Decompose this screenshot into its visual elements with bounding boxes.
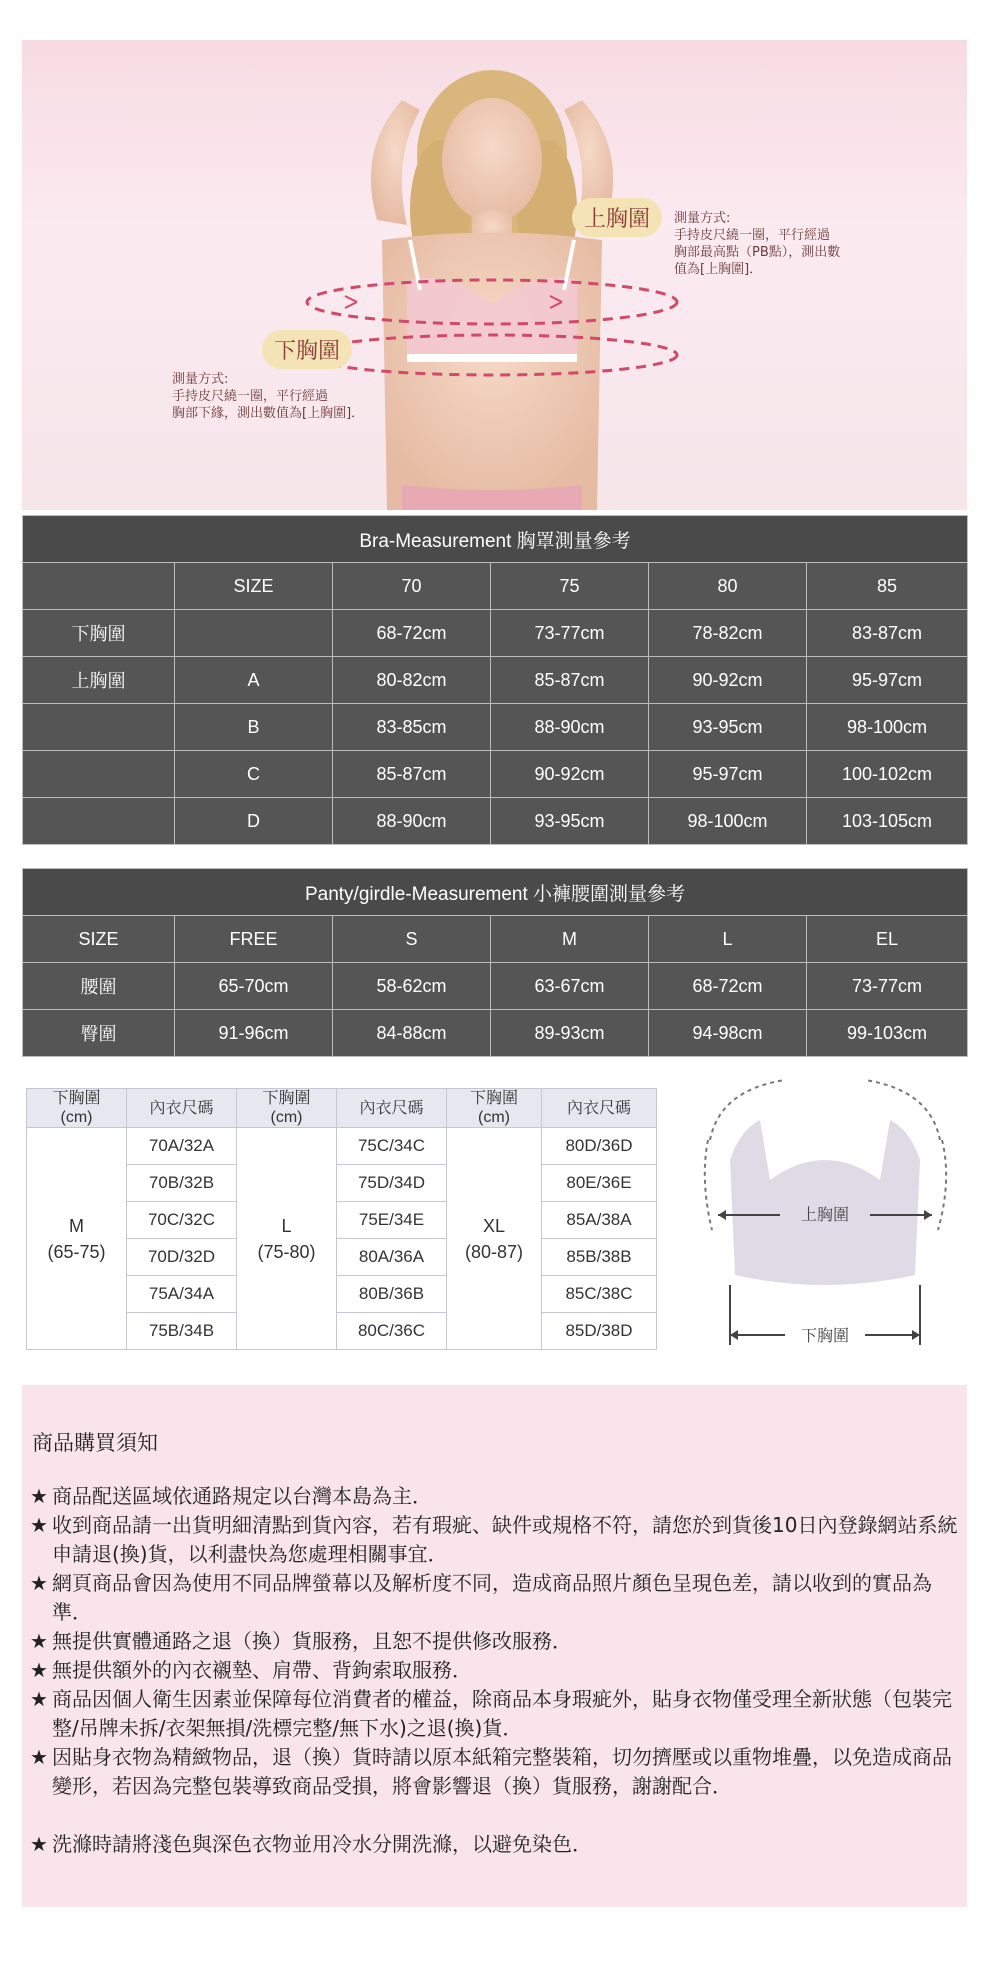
table-cell: B xyxy=(175,704,333,751)
size-cell: 75B/34B xyxy=(127,1313,237,1350)
size-cell: 85D/38D xyxy=(542,1313,657,1350)
panty-table-title: Panty/girdle-Measurement 小褲腰圍測量參考 xyxy=(23,869,968,916)
table-cell: 94-98cm xyxy=(649,1010,807,1057)
header-cell: 下胸圍 (cm) xyxy=(27,1089,127,1128)
size-cell: 85A/38A xyxy=(542,1202,657,1239)
size-cell: 80D/36D xyxy=(542,1128,657,1165)
header-cell: 下胸圍 (cm) xyxy=(447,1089,542,1128)
table-cell: 80-82cm xyxy=(333,657,491,704)
size-cell: 80E/36E xyxy=(542,1165,657,1202)
notice-item: ★ 收到商品請一出貨明細清點到貨內容，若有瑕疵、缺件或規格不符，請您於到貨後10日內登錄網站系統申請退(換)貨，以利盡快為您處理相關事宜． xyxy=(30,1513,958,1566)
size-chart-header xyxy=(27,1089,657,1128)
under-bust-label: 下胸圍 xyxy=(262,330,352,369)
header-cell: 內衣尺碼 xyxy=(542,1089,657,1128)
table-cell: 上胸圍 xyxy=(23,657,175,704)
table-cell: 63-67cm xyxy=(491,963,649,1010)
upper-bust-label: 上胸圍 xyxy=(572,198,662,237)
table-cell: 99-103cm xyxy=(807,1010,968,1057)
purchase-notice xyxy=(22,1385,967,1907)
notice-item: ★ 網頁商品會因為使用不同品牌螢幕以及解析度不同，造成商品照片顏色呈現色差，請以收到的實品為準． xyxy=(30,1571,932,1624)
header-cell: 下胸圍 (cm) xyxy=(237,1089,337,1128)
header-cell: FREE xyxy=(175,916,333,963)
table-cell: 95-97cm xyxy=(649,751,807,798)
table-cell: 88-90cm xyxy=(491,704,649,751)
table-cell: 100-102cm xyxy=(807,751,968,798)
table-cell: 95-97cm xyxy=(807,657,968,704)
table-cell: D xyxy=(175,798,333,845)
table-cell: 89-93cm xyxy=(491,1010,649,1057)
bra-diagram xyxy=(690,1070,960,1360)
size-cell: 70A/32A xyxy=(127,1128,237,1165)
bra-table-title: Bra-Measurement 胸罩測量參考 xyxy=(23,516,968,563)
group-cell-m: M (65-75) xyxy=(27,1128,127,1350)
table-row xyxy=(23,1010,968,1057)
header-cell: 內衣尺碼 xyxy=(127,1089,237,1128)
header-cell: SIZE xyxy=(23,916,175,963)
table-cell: 65-70cm xyxy=(175,963,333,1010)
table-cell xyxy=(175,610,333,657)
table-row xyxy=(23,704,968,751)
header-cell: SIZE xyxy=(175,563,333,610)
size-cell: 75C/34C xyxy=(337,1128,447,1165)
panty-measurement-table xyxy=(22,868,968,1057)
table-cell: 73-77cm xyxy=(807,963,968,1010)
table-cell: 91-96cm xyxy=(175,1010,333,1057)
table-cell: 73-77cm xyxy=(491,610,649,657)
upper-bust-note: 測量方式: 手持皮尺繞一圈，平行經過 胸部最高點（PB點），測出數 值為[上胸圍]． xyxy=(674,211,841,277)
table-cell: 腰圍 xyxy=(23,963,175,1010)
table-cell: 下胸圍 xyxy=(23,610,175,657)
table-cell: 85-87cm xyxy=(491,657,649,704)
header-cell: M xyxy=(491,916,649,963)
notice-item: ★ 商品因個人衛生因素並保障每位消費者的權益，除商品本身瑕疵外，貼身衣物僅受理全新狀態（包裝完整/吊牌未拆/衣架無損/洗標完整/無下水)之退(換)貨． xyxy=(30,1687,952,1740)
table-row xyxy=(23,963,968,1010)
header-cell: 75 xyxy=(491,563,649,610)
diagram-upper-label: 上胸圍 xyxy=(800,1205,850,1224)
table-cell xyxy=(23,751,175,798)
table-cell: 83-85cm xyxy=(333,704,491,751)
size-cell: 85B/38B xyxy=(542,1239,657,1276)
header-cell: L xyxy=(649,916,807,963)
size-cell: 85C/38C xyxy=(542,1276,657,1313)
table-row xyxy=(23,657,968,704)
table-cell: 98-100cm xyxy=(649,798,807,845)
size-cell: 70C/32C xyxy=(127,1202,237,1239)
notice-title: 商品購買須知 xyxy=(32,1431,158,1455)
table-row xyxy=(23,610,968,657)
size-cell: 75A/34A xyxy=(127,1276,237,1313)
group-cell-xl: XL (80-87) xyxy=(447,1128,542,1350)
header-cell: 80 xyxy=(649,563,807,610)
table-cell: 85-87cm xyxy=(333,751,491,798)
table-row xyxy=(23,798,968,845)
header-cell: 85 xyxy=(807,563,968,610)
table-cell: 78-82cm xyxy=(649,610,807,657)
table-cell: 68-72cm xyxy=(649,963,807,1010)
table-cell: 103-105cm xyxy=(807,798,968,845)
table-cell: 58-62cm xyxy=(333,963,491,1010)
table-cell: 93-95cm xyxy=(491,798,649,845)
size-cell: 80A/36A xyxy=(337,1239,447,1276)
size-cell: 80B/36B xyxy=(337,1276,447,1313)
header-cell xyxy=(23,563,175,610)
notice-list xyxy=(30,1482,960,1859)
table-header-row xyxy=(23,563,968,610)
table-cell: 68-72cm xyxy=(333,610,491,657)
header-cell: S xyxy=(333,916,491,963)
table-row xyxy=(23,751,968,798)
table-header-row xyxy=(23,916,968,963)
notice-item: ★ 無提供實體通路之退（換）貨服務，且恕不提供修改服務． xyxy=(30,1629,572,1653)
table-cell: C xyxy=(175,751,333,798)
table-cell: 臀圍 xyxy=(23,1010,175,1057)
table-cell: 83-87cm xyxy=(807,610,968,657)
notice-item: ★ 因貼身衣物為精緻物品，退（換）貨時請以原本紙箱完整裝箱，切勿擠壓或以重物堆疊，以免造成商品變形，若因為完整包裝導致商品受損，將會影響退（換）貨服務，謝謝配合． xyxy=(30,1745,952,1798)
notice-item: ★ 商品配送區域依通路規定以台灣本島為主． xyxy=(30,1484,432,1508)
header-cell: EL xyxy=(807,916,968,963)
hero-measurement-image xyxy=(22,40,967,510)
size-cell: 75E/34E xyxy=(337,1202,447,1239)
size-cell: 75D/34D xyxy=(337,1165,447,1202)
table-cell: 88-90cm xyxy=(333,798,491,845)
header-cell: 內衣尺碼 xyxy=(337,1089,447,1128)
table-cell: 98-100cm xyxy=(807,704,968,751)
diagram-lower-label: 下胸圍 xyxy=(800,1326,850,1345)
size-cell: 80C/36C xyxy=(337,1313,447,1350)
table-cell xyxy=(23,704,175,751)
size-cell: 70D/32D xyxy=(127,1239,237,1276)
notice-item: ★ 無提供額外的內衣襯墊、肩帶、背鉤索取服務． xyxy=(30,1658,472,1682)
table-cell: 90-92cm xyxy=(491,751,649,798)
size-conversion-chart xyxy=(26,1088,657,1350)
bra-measurement-table xyxy=(22,515,968,845)
size-cell: 70B/32B xyxy=(127,1165,237,1202)
table-cell xyxy=(23,798,175,845)
table-cell: 90-92cm xyxy=(649,657,807,704)
under-bust-note: 測量方式: 手持皮尺繞一圈，平行經過 胸部下緣，測出數值為[上胸圍]． xyxy=(172,372,365,421)
table-cell: 84-88cm xyxy=(333,1010,491,1057)
group-cell-l: L (75-80) xyxy=(237,1128,337,1350)
header-cell: 70 xyxy=(333,563,491,610)
table-row xyxy=(27,1128,657,1165)
table-cell: A xyxy=(175,657,333,704)
table-cell: 93-95cm xyxy=(649,704,807,751)
notice-item: ★ 洗滌時請將淺色與深色衣物並用冷水分開洗滌，以避免染色． xyxy=(30,1832,592,1856)
